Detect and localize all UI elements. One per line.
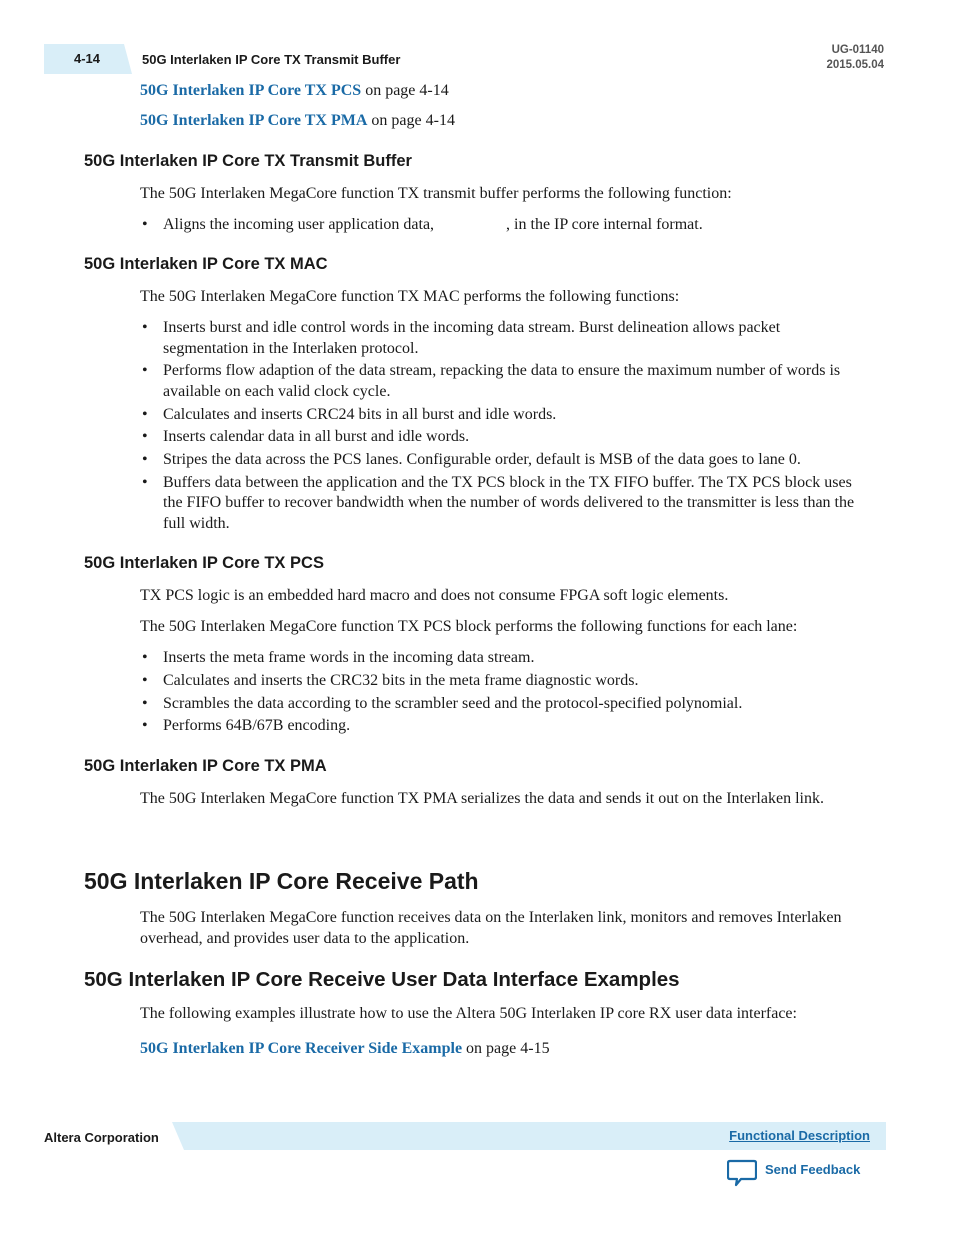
running-title: 50G Interlaken IP Core TX Transmit Buffer bbox=[142, 52, 401, 67]
tx-pcs-para1: TX PCS logic is an embedded hard macro and does not consume FPGA soft logic elements. bbox=[140, 587, 729, 604]
xref-receiver-side-example bbox=[140, 1040, 550, 1058]
doc-info bbox=[826, 43, 884, 73]
xref-tx-pcs bbox=[140, 82, 449, 100]
heading-tx-pma: 50G Interlaken IP Core TX PMA bbox=[84, 757, 327, 775]
heading-receive-path: 50G Interlaken IP Core Receive Path bbox=[84, 868, 479, 894]
list-item: • Calculates and inserts the CRC32 bits in the meta frame diagnostic words. bbox=[140, 671, 862, 692]
tx-buffer-list bbox=[140, 215, 862, 238]
doc-date: 2015.05.04 bbox=[826, 59, 884, 71]
footer-company: Altera Corporation bbox=[44, 1130, 159, 1145]
list-item: • Stripes the data across the PCS lanes. Configurable order, default is MSB of the data goes to lane 0. bbox=[140, 450, 862, 471]
tx-mac-list bbox=[140, 318, 862, 537]
xref-page: on page 4-14 bbox=[361, 82, 449, 99]
send-feedback-button[interactable] bbox=[727, 1158, 860, 1188]
list-item: • Performs 64B/67B encoding. bbox=[140, 716, 862, 737]
list-item: • Inserts the meta frame words in the incoming data stream. bbox=[140, 648, 862, 669]
list-item: • Scrambles the data according to the scrambler seed and the protocol-specified polynomial. bbox=[140, 694, 862, 715]
xref-page: on page 4-14 bbox=[367, 112, 455, 129]
list-item: • Buffers data between the application and the TX PCS block in the TX FIFO buffer. The TX PCS block uses the FIFO buffer to recover bandwidth when the number of words delivered to the transmitter is less than the full width. bbox=[140, 473, 862, 535]
doc-id: UG-01140 bbox=[831, 44, 884, 56]
heading-tx-mac: 50G Interlaken IP Core TX MAC bbox=[84, 255, 328, 273]
list-item: • Performs flow adaption of the data stream, repacking the data to ensure the maximum number of words is available on each valid clock cycle. bbox=[140, 361, 862, 402]
link-tx-pma[interactable]: 50G Interlaken IP Core TX PMA bbox=[140, 112, 368, 129]
tx-pcs-para2: The 50G Interlaken MegaCore function TX PCS block performs the following functions for each lane: bbox=[140, 618, 798, 635]
tx-pcs-list bbox=[140, 648, 862, 739]
xref-tx-pma bbox=[140, 112, 455, 130]
tx-buffer-intro: The 50G Interlaken MegaCore function TX transmit buffer performs the following function: bbox=[140, 185, 732, 202]
send-feedback-label: Send Feedback bbox=[765, 1162, 861, 1177]
xref-page: on page 4-15 bbox=[462, 1040, 550, 1057]
tx-pma-para: The 50G Interlaken MegaCore function TX PMA serializes the data and sends it out on the Interlaken link. bbox=[140, 790, 824, 807]
link-receiver-side-example[interactable]: 50G Interlaken IP Core Receiver Side Example bbox=[140, 1040, 463, 1057]
heading-tx-transmit-buffer: 50G Interlaken IP Core TX Transmit Buffer bbox=[84, 152, 412, 170]
link-tx-pcs[interactable]: 50G Interlaken IP Core TX PCS bbox=[140, 82, 362, 99]
tx-mac-intro: The 50G Interlaken MegaCore function TX MAC performs the following functions: bbox=[140, 288, 680, 305]
list-item: • Inserts calendar data in all burst and idle words. bbox=[140, 427, 862, 448]
speech-bubble-icon bbox=[727, 1158, 757, 1188]
heading-rx-examples: 50G Interlaken IP Core Receive User Data Interface Examples bbox=[84, 968, 680, 991]
heading-tx-pcs: 50G Interlaken IP Core TX PCS bbox=[84, 554, 324, 572]
footer-section-link[interactable]: Functional Description bbox=[729, 1128, 870, 1143]
list-item: • Inserts burst and idle control words in the incoming data stream. Burst delineation allows packet segmentation in the Interlaken protocol. bbox=[140, 318, 862, 359]
rx-examples-para: The following examples illustrate how to use the Altera 50G Interlaken IP core RX user data interface: bbox=[140, 1005, 797, 1022]
list-item: • Aligns the incoming user application data, , in the IP core internal format. bbox=[140, 215, 862, 236]
page-number: 4-14 bbox=[74, 51, 101, 66]
list-item: • Calculates and inserts CRC24 bits in all burst and idle words. bbox=[140, 405, 862, 426]
receive-path-para: The 50G Interlaken MegaCore function receives data on the Interlaken link, monitors and removes Interlaken overhead, and provides user data to the application. bbox=[140, 909, 842, 947]
